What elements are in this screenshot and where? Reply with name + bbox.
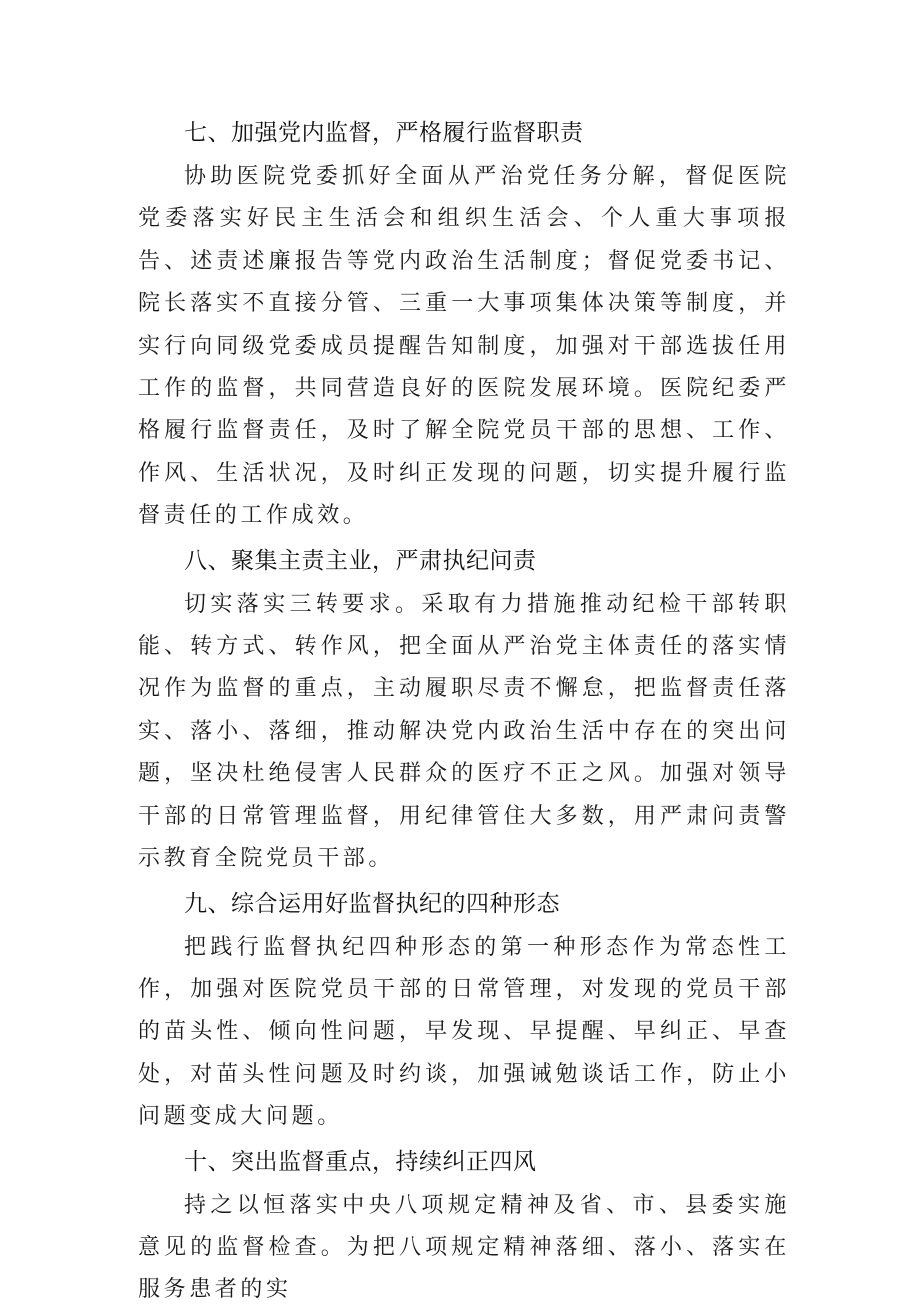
section-heading: 七、加强党内监督，严格履行监督职责 [184, 120, 584, 146]
section-paragraph: 把践行监督执纪四种形态的第一种形态作为常态性工作，加强对医院党员干部的日常管理，对发现的党员干部的苗头性、倾向性问题，早发现、早提醒、早纠正、早查处，对苗头性问题及时约谈，加强诫勉谈话工作，防止小问题变成大问题。 [138, 934, 790, 1130]
section-heading: 十、突出监督重点，持续纠正四风 [184, 1148, 537, 1175]
section-8 [138, 538, 790, 881]
document-content [138, 110, 790, 1312]
section-paragraph: 协助医院党委抓好全面从严治党任务分解，督促医院党委落实好民主生活会和组织生活会、个人重大事项报告、述责述廉报告等党内政治生活制度；督促党委书记、院长落实不直接分管、三重一大事项集体决策等制度，并实行向同级党委成员提醒告知制度，加强对干部选拔任用工作的监督，共同营造良好的医院发展环境。医院纪委严格履行监督责任，及时了解全院党员干部的思想、工作、作风、生活状况，及时纠正发现的问题，切实提升履行监督责任的工作成效。 [138, 164, 790, 529]
section-heading: 八、聚集主责主业，严肃执纪问责 [184, 547, 537, 574]
section-9 [138, 881, 790, 1139]
section-heading: 九、综合运用好监督执纪的四种形态 [184, 890, 560, 917]
section-10 [138, 1139, 790, 1312]
section-paragraph: 持之以恒落实中央八项规定精神及省、市、县委实施意见的监督检查。为把八项规定精神落细、落小、落实在服务患者的实 [138, 1192, 790, 1303]
section-paragraph: 切实落实三转要求。采取有力措施推动纪检干部转职能、转方式、转作风，把全面从严治党主体责任的落实情况作为监督的重点，主动履职尽责不懈怠，把监督责任落实、落小、落细，推动解决党内政治生活中存在的突出问题，坚决杜绝侵害人民群众的医疗不正之风。加强对领导干部的日常管理监督，用纪律管住大多数，用严肃问责警示教育全院党员干部。 [138, 591, 790, 872]
section-7 [138, 110, 790, 538]
